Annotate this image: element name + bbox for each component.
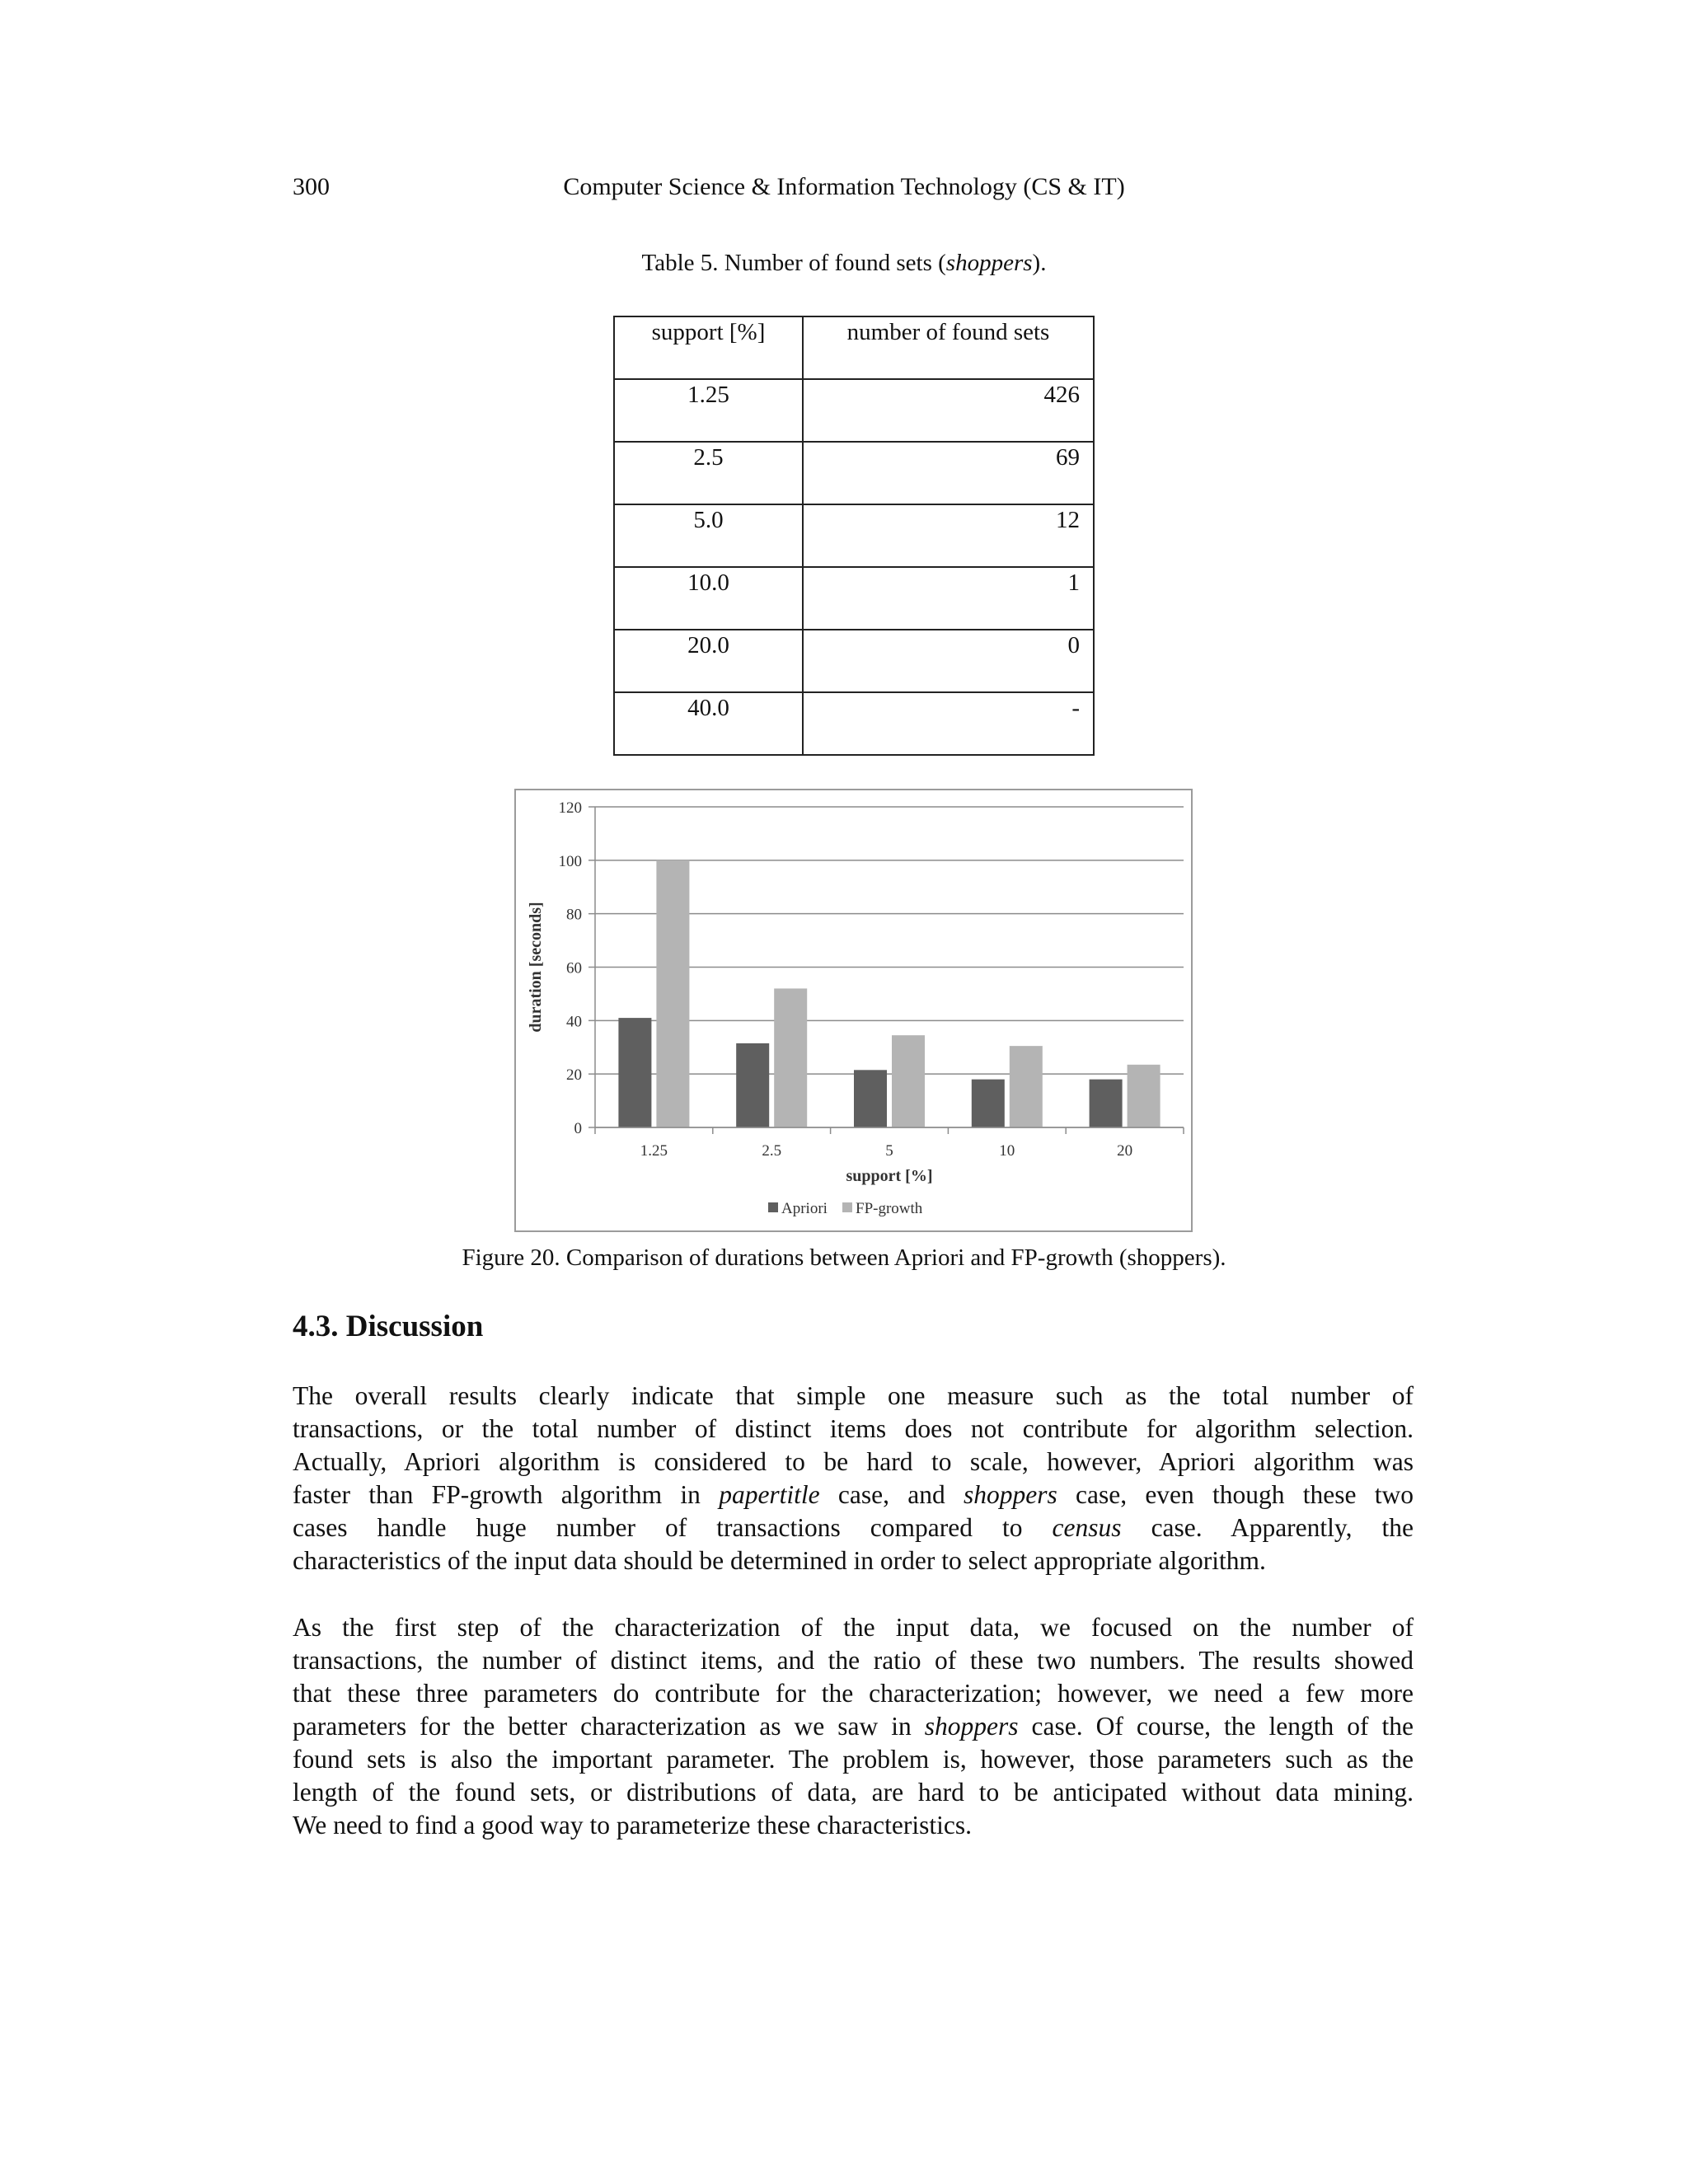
- support-cell: 1.25: [614, 379, 803, 442]
- bar-apriori: [972, 1080, 1005, 1127]
- column-header-support: support [%]: [614, 316, 803, 379]
- found-sets-cell: 426: [803, 379, 1094, 442]
- table-caption-prefix: Table 5. Number of found sets (: [641, 250, 946, 276]
- x-tick-label: 10: [999, 1142, 1015, 1160]
- y-tick-label: 40: [566, 1013, 582, 1031]
- found-sets-cell: 69: [803, 442, 1094, 504]
- bar-fp-growth: [1128, 1065, 1160, 1127]
- support-cell: 20.0: [614, 630, 803, 692]
- support-cell: 10.0: [614, 567, 803, 630]
- legend-swatch-apriori: [768, 1202, 778, 1212]
- table-row: [614, 567, 1094, 630]
- figure-caption: Figure 20. Comparison of durations between Apriori and FP-growth (shoppers).: [462, 1244, 1226, 1271]
- text-run-italic: census: [1052, 1513, 1122, 1542]
- y-tick-label: 20: [566, 1066, 582, 1085]
- legend-label: FP-growth: [856, 1200, 923, 1217]
- y-tick-label: 100: [558, 852, 582, 870]
- table-caption: [0, 250, 1688, 277]
- support-cell: 2.5: [614, 442, 803, 504]
- text-run-italic: shoppers: [963, 1480, 1057, 1509]
- legend-label: Apriori: [781, 1200, 828, 1217]
- text-run: cases handle huge number of transactions compared to: [293, 1513, 1053, 1542]
- paragraph-line: transactions, the number of distinct items, and the ratio of these two numbers. The results showed: [293, 1646, 1414, 1675]
- text-run-italic: shoppers: [924, 1712, 1019, 1741]
- bar-fp-growth: [1010, 1046, 1043, 1127]
- discussion-paragraph-1: [293, 1380, 1414, 1577]
- paragraph-line: [293, 1511, 1414, 1544]
- paragraph-line: As the first step of the characterization of the input data, we focused on the number of: [293, 1613, 1414, 1642]
- table-header-row: [614, 316, 1094, 379]
- section-title: 4.3. Discussion: [293, 1310, 484, 1343]
- found-sets-cell: -: [803, 692, 1094, 755]
- x-tick-label: 1.25: [640, 1142, 668, 1160]
- paragraph-line: characteristics of the input data should be determined in order to select appropriate algorithm.: [293, 1546, 1266, 1575]
- bar-fp-growth: [892, 1035, 925, 1127]
- bar-apriori: [736, 1043, 769, 1127]
- found-sets-cell: 1: [803, 567, 1094, 630]
- legend-swatch-fp-growth: [842, 1202, 852, 1212]
- table-row: [614, 442, 1094, 504]
- text-run-italic: papertitle: [719, 1480, 820, 1509]
- table-caption-suffix: ).: [1032, 250, 1047, 276]
- y-axis-label: duration [seconds]: [527, 902, 545, 1033]
- y-tick-label: 60: [566, 959, 582, 977]
- bar-fp-growth: [774, 988, 807, 1127]
- found-sets-cell: 0: [803, 630, 1094, 692]
- table-caption-italic: shoppers: [945, 250, 1033, 276]
- table-row: [614, 630, 1094, 692]
- text-run: case. Of course, the length of the: [1018, 1712, 1414, 1741]
- text-run: case, and: [819, 1480, 964, 1509]
- table-row: [614, 692, 1094, 755]
- x-axis-label: support [%]: [846, 1167, 933, 1185]
- text-run: case. Apparently, the: [1121, 1513, 1414, 1542]
- found-sets-cell: 12: [803, 504, 1094, 567]
- discussion-paragraph-2: [293, 1611, 1414, 1842]
- x-tick-label: 5: [885, 1142, 893, 1160]
- text-run: case, even though these two: [1057, 1480, 1414, 1509]
- text-run: faster than FP-growth algorithm in: [293, 1480, 720, 1509]
- paragraph-line: Actually, Apriori algorithm is considered to be hard to scale, however, Apriori algorithm was: [293, 1447, 1414, 1476]
- paragraph-line: that these three parameters do contribute for the characterization; however, we need a few more: [293, 1679, 1414, 1708]
- duration-chart: [514, 789, 1193, 1232]
- table-row: [614, 379, 1094, 442]
- bar-chart-svg: [516, 790, 1191, 1230]
- bar-apriori: [1090, 1080, 1123, 1127]
- support-cell: 5.0: [614, 504, 803, 567]
- bar-apriori: [854, 1070, 887, 1127]
- y-tick-label: 120: [558, 799, 582, 817]
- paragraph-line: length of the found sets, or distributions of data, are hard to be anticipated without data mining.: [293, 1778, 1414, 1807]
- paragraph-line: We need to find a good way to parameterize these characteristics.: [293, 1811, 972, 1840]
- y-tick-label: 80: [566, 906, 582, 924]
- text-run: parameters for the better characterization as we saw in: [293, 1712, 925, 1741]
- paragraph-line: The overall results clearly indicate that simple one measure such as the total number of: [293, 1381, 1414, 1410]
- paragraph-line: [293, 1710, 1414, 1743]
- page-number: 300: [293, 173, 330, 200]
- running-header: Computer Science & Information Technology (CS & IT): [563, 173, 1125, 200]
- found-sets-table: [613, 316, 1095, 756]
- bar-apriori: [618, 1018, 651, 1127]
- paragraph-line: found sets is also the important parameter. The problem is, however, those parameters such as the: [293, 1745, 1414, 1774]
- x-tick-label: 20: [1117, 1142, 1133, 1160]
- paragraph-line: transactions, or the total number of distinct items does not contribute for algorithm selection.: [293, 1414, 1414, 1443]
- bar-fp-growth: [656, 860, 689, 1127]
- x-tick-label: 2.5: [762, 1142, 782, 1160]
- table-row: [614, 504, 1094, 567]
- y-tick-label: 0: [574, 1120, 582, 1137]
- paragraph-line: [293, 1479, 1414, 1511]
- support-cell: 40.0: [614, 692, 803, 755]
- column-header-found-sets: number of found sets: [803, 316, 1094, 379]
